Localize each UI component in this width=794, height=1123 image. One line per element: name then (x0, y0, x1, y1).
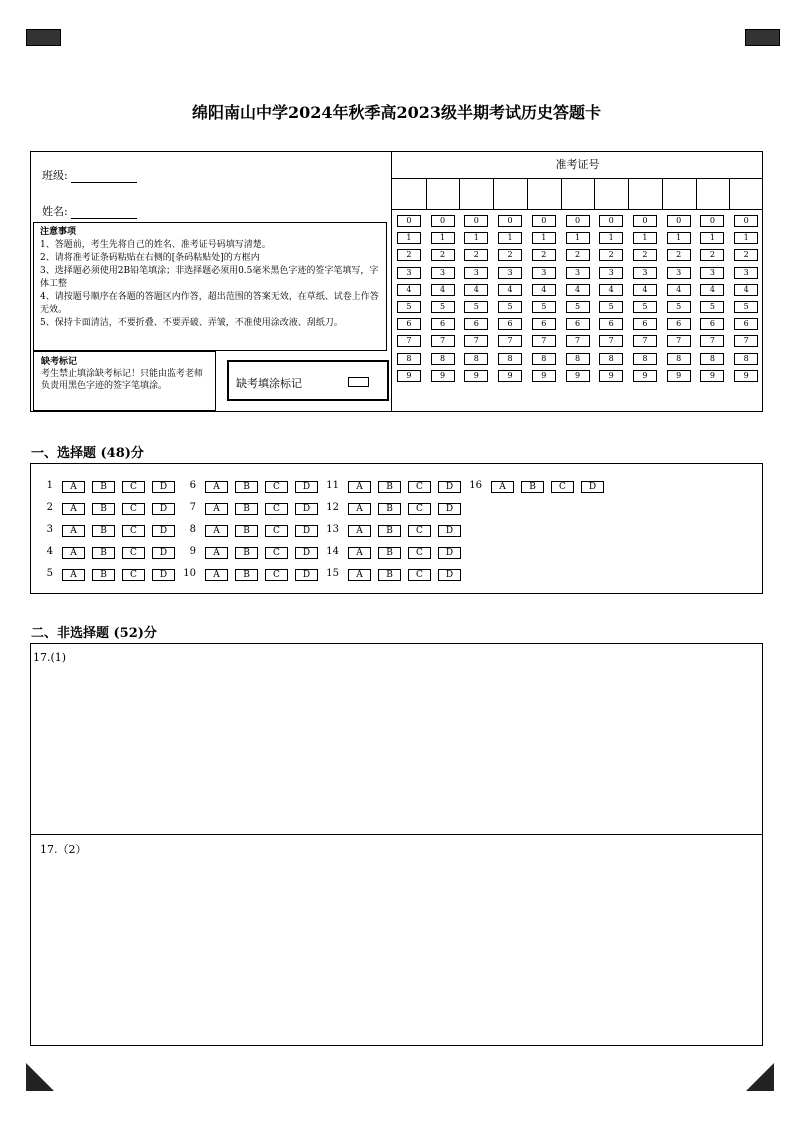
instruction-item: 2、请将准考证条码粘贴在右侧的[条码粘贴处]的方框内 (40, 253, 260, 263)
class-field (42, 167, 137, 183)
question-number: 5 (46, 568, 53, 579)
instructions-heading: 注意事项 (40, 227, 77, 237)
registration-mark-bottom-right (746, 1063, 774, 1091)
instruction-item: 1、答题前，考生先将自己的姓名、准考证号码填写清楚。 (40, 240, 271, 250)
admission-digit-bubble[interactable]: 4 (700, 284, 724, 296)
option-bubble-a[interactable]: A (205, 569, 228, 581)
option-bubble-a[interactable]: A (205, 503, 228, 515)
option-bubble-a[interactable]: A (348, 503, 371, 515)
option-bubble-a[interactable]: A (348, 569, 371, 581)
admission-digit-bubble[interactable]: 2 (633, 249, 657, 261)
option-bubble-d[interactable]: D (152, 525, 175, 537)
admission-digit-bubble[interactable]: 2 (599, 249, 623, 261)
option-bubble-c[interactable]: C (265, 503, 288, 515)
admission-write-cell[interactable] (459, 179, 494, 210)
answer-box-17-2[interactable] (30, 834, 763, 1046)
admission-digit-bubble[interactable]: 4 (734, 284, 758, 296)
admission-digit-bubble[interactable]: 2 (431, 249, 455, 261)
question-label: 17.（2） (40, 843, 87, 856)
admission-digit-bubble[interactable]: 0 (566, 215, 590, 227)
admission-digit-bubble[interactable]: 9 (498, 370, 522, 382)
option-bubble-c[interactable]: C (265, 547, 288, 559)
admission-digit-bubble[interactable]: 5 (397, 301, 421, 313)
registration-mark-top-left (26, 29, 61, 46)
option-bubble-d[interactable]: D (295, 569, 318, 581)
question-number: 4 (46, 546, 53, 557)
admission-digit-bubble[interactable]: 3 (464, 267, 488, 279)
admission-digit-bubble[interactable]: 8 (599, 353, 623, 365)
answer-box-17-1[interactable] (30, 643, 763, 835)
admission-digit-bubble[interactable]: 4 (532, 284, 556, 296)
option-bubble-c[interactable]: C (408, 547, 431, 559)
option-bubble-c[interactable]: C (122, 481, 145, 493)
question-label: 17.(1) (33, 651, 67, 664)
option-bubble-d[interactable]: D (152, 503, 175, 515)
absent-fill-bubble[interactable] (348, 377, 369, 387)
option-bubble-c[interactable]: C (122, 569, 145, 581)
option-bubble-d[interactable]: D (152, 481, 175, 493)
admission-digit-bubble[interactable]: 6 (566, 318, 590, 330)
admission-digit-bubble[interactable]: 5 (566, 301, 590, 313)
admission-digit-bubble[interactable]: 0 (667, 215, 691, 227)
question-number: 11 (326, 480, 339, 491)
admission-digit-bubble[interactable]: 6 (431, 318, 455, 330)
admission-digit-bubble[interactable]: 9 (734, 370, 758, 382)
absent-fill-box (227, 360, 389, 401)
option-bubble-d[interactable]: D (438, 481, 461, 493)
admission-digit-bubble[interactable]: 3 (734, 267, 758, 279)
admission-write-cell[interactable] (696, 179, 731, 210)
option-bubble-a[interactable]: A (62, 569, 85, 581)
option-bubble-c[interactable]: C (122, 525, 145, 537)
admission-digit-bubble[interactable]: 1 (633, 232, 657, 244)
admission-write-cell[interactable] (662, 179, 697, 210)
admission-digit-bubble[interactable]: 5 (498, 301, 522, 313)
admission-write-cell[interactable] (493, 179, 528, 210)
admission-digit-bubble[interactable]: 3 (566, 267, 590, 279)
admission-digit-bubble[interactable]: 2 (667, 249, 691, 261)
admission-digit-bubble[interactable]: 8 (498, 353, 522, 365)
name-underline[interactable] (71, 206, 137, 219)
admission-digit-bubble[interactable]: 2 (397, 249, 421, 261)
question-number: 12 (326, 502, 339, 513)
question-number: 7 (189, 502, 196, 513)
admission-digit-bubble[interactable]: 5 (599, 301, 623, 313)
admission-digit-bubble[interactable]: 6 (397, 318, 421, 330)
admission-digit-bubble[interactable]: 2 (532, 249, 556, 261)
admission-digit-bubble[interactable]: 1 (397, 232, 421, 244)
admission-digit-bubble[interactable]: 7 (431, 335, 455, 347)
admission-digit-bubble[interactable]: 9 (397, 370, 421, 382)
admission-digit-bubble[interactable]: 4 (464, 284, 488, 296)
admission-write-cell[interactable] (594, 179, 629, 210)
admission-digit-bubble[interactable]: 1 (498, 232, 522, 244)
admission-digit-bubble[interactable]: 8 (464, 353, 488, 365)
admission-digit-bubble[interactable]: 3 (700, 267, 724, 279)
option-bubble-c[interactable]: C (408, 569, 431, 581)
admission-digit-bubble[interactable]: 3 (667, 267, 691, 279)
question-number: 9 (189, 546, 196, 557)
admission-digit-bubble[interactable]: 0 (633, 215, 657, 227)
admission-digit-bubble[interactable]: 8 (700, 353, 724, 365)
option-bubble-b[interactable]: B (378, 503, 401, 515)
admission-digit-bubble[interactable]: 1 (734, 232, 758, 244)
admission-digit-bubble[interactable]: 6 (464, 318, 488, 330)
option-bubble-d[interactable]: D (438, 547, 461, 559)
admission-digit-bubble[interactable]: 3 (532, 267, 556, 279)
admission-digit-bubble[interactable]: 4 (599, 284, 623, 296)
admission-digit-bubble[interactable]: 0 (599, 215, 623, 227)
option-bubble-d[interactable]: D (295, 547, 318, 559)
option-bubble-c[interactable]: C (122, 503, 145, 515)
admission-digit-bubble[interactable]: 0 (397, 215, 421, 227)
admission-digit-bubble[interactable]: 5 (667, 301, 691, 313)
admission-digit-bubble[interactable]: 0 (700, 215, 724, 227)
option-bubble-a[interactable]: A (205, 525, 228, 537)
admission-digit-bubble[interactable]: 2 (700, 249, 724, 261)
admission-digit-bubble[interactable]: 5 (734, 301, 758, 313)
option-bubble-c[interactable]: C (551, 481, 574, 493)
option-bubble-a[interactable]: A (62, 481, 85, 493)
admission-digit-bubble[interactable]: 2 (498, 249, 522, 261)
option-bubble-b[interactable]: B (235, 569, 258, 581)
admission-digit-bubble[interactable]: 9 (431, 370, 455, 382)
option-bubble-d[interactable]: D (438, 525, 461, 537)
admission-digit-bubble[interactable]: 1 (599, 232, 623, 244)
question-number: 2 (46, 502, 53, 513)
admission-digit-bubble[interactable]: 6 (599, 318, 623, 330)
option-bubble-b[interactable]: B (235, 525, 258, 537)
option-bubble-c[interactable]: C (265, 569, 288, 581)
admission-digit-bubble[interactable]: 9 (599, 370, 623, 382)
admission-digit-bubble[interactable]: 1 (700, 232, 724, 244)
admission-digit-bubble[interactable]: 4 (667, 284, 691, 296)
option-bubble-d[interactable]: D (152, 547, 175, 559)
admission-write-cell[interactable] (527, 179, 562, 210)
admission-number-grid (391, 151, 763, 412)
option-bubble-c[interactable]: C (122, 547, 145, 559)
admission-digit-bubble[interactable]: 6 (498, 318, 522, 330)
admission-digit-bubble[interactable]: 6 (532, 318, 556, 330)
option-bubble-a[interactable]: A (348, 547, 371, 559)
absent-text: 考生禁止填涂缺考标记！只能由监考老师负责用黑色字迹的签字笔填涂。 (41, 369, 204, 391)
admission-digit-bubble[interactable]: 4 (633, 284, 657, 296)
section-choice-title: 一、选择题 (48)分 (31, 446, 144, 461)
option-bubble-a[interactable]: A (348, 525, 371, 537)
name-label: 姓名: (42, 205, 68, 218)
admission-digit-bubble[interactable]: 0 (431, 215, 455, 227)
admission-digit-bubble[interactable]: 7 (532, 335, 556, 347)
absent-mark-note (33, 351, 216, 411)
option-bubble-b[interactable]: B (378, 547, 401, 559)
admission-digit-bubble[interactable]: 4 (566, 284, 590, 296)
admission-digit-bubble[interactable]: 9 (700, 370, 724, 382)
registration-mark-bottom-left (26, 1063, 54, 1091)
admission-digit-bubble[interactable]: 5 (633, 301, 657, 313)
admission-digit-bubble[interactable]: 7 (734, 335, 758, 347)
instructions-box (33, 222, 387, 351)
option-bubble-b[interactable]: B (235, 503, 258, 515)
admission-digit-bubble[interactable]: 8 (532, 353, 556, 365)
option-bubble-b[interactable]: B (92, 525, 115, 537)
admission-digit-bubble[interactable]: 4 (498, 284, 522, 296)
option-bubble-c[interactable]: C (265, 481, 288, 493)
admission-digit-bubble[interactable]: 3 (431, 267, 455, 279)
option-bubble-c[interactable]: C (265, 525, 288, 537)
admission-digit-bubble[interactable]: 7 (397, 335, 421, 347)
option-bubble-d[interactable]: D (581, 481, 604, 493)
admission-digit-bubble[interactable]: 0 (734, 215, 758, 227)
admission-digit-bubble[interactable]: 8 (397, 353, 421, 365)
admission-digit-bubble[interactable]: 1 (464, 232, 488, 244)
admission-digit-bubble[interactable]: 3 (599, 267, 623, 279)
admission-digit-bubble[interactable]: 6 (700, 318, 724, 330)
admission-digit-bubble[interactable]: 4 (431, 284, 455, 296)
admission-digit-bubble[interactable]: 5 (431, 301, 455, 313)
page-title: 绵阳南山中学2024年秋季高2023级半期考试历史答题卡 (191, 103, 602, 122)
admission-digit-bubble[interactable]: 1 (532, 232, 556, 244)
admission-digit-bubble[interactable]: 2 (566, 249, 590, 261)
admission-digit-bubble[interactable]: 9 (633, 370, 657, 382)
admission-heading: 准考证号 (392, 151, 763, 179)
question-number: 15 (326, 568, 339, 579)
admission-write-cell[interactable] (426, 179, 461, 210)
admission-digit-bubble[interactable]: 5 (700, 301, 724, 313)
option-bubble-b[interactable]: B (235, 547, 258, 559)
admission-digit-bubble[interactable]: 3 (633, 267, 657, 279)
name-field (42, 203, 137, 219)
option-bubble-c[interactable]: C (408, 525, 431, 537)
option-bubble-a[interactable]: A (62, 525, 85, 537)
absent-fill-label: 缺考填涂标记 (236, 377, 302, 390)
admission-digit-bubble[interactable]: 0 (498, 215, 522, 227)
option-bubble-a[interactable]: A (205, 481, 228, 493)
admission-digit-bubble[interactable]: 7 (700, 335, 724, 347)
question-number: 10 (183, 568, 196, 579)
option-bubble-d[interactable]: D (295, 525, 318, 537)
option-bubble-b[interactable]: B (92, 481, 115, 493)
instruction-item: 4、请按题号顺序在各题的答题区内作答，超出范围的答案无效，在草纸、试卷上作答无效。 (40, 292, 379, 315)
question-number: 14 (326, 546, 339, 557)
option-bubble-b[interactable]: B (92, 503, 115, 515)
admission-digit-bubble[interactable]: 9 (566, 370, 590, 382)
admission-digit-bubble[interactable]: 7 (667, 335, 691, 347)
admission-digit-bubble[interactable]: 9 (667, 370, 691, 382)
question-number: 1 (46, 480, 53, 491)
option-bubble-b[interactable]: B (378, 525, 401, 537)
registration-mark-top-right (745, 29, 780, 46)
admission-digit-bubble[interactable]: 1 (667, 232, 691, 244)
choice-answer-area (30, 463, 763, 594)
option-bubble-b[interactable]: B (378, 481, 401, 493)
instruction-item: 3、选择题必须使用2B铅笔填涂；非选择题必须用0.5毫米黑色字迹的签字笔填写，字体工整 (40, 266, 379, 289)
option-bubble-a[interactable]: A (205, 547, 228, 559)
option-bubble-d[interactable]: D (152, 569, 175, 581)
option-bubble-d[interactable]: D (295, 481, 318, 493)
section-nonchoice-title: 二、非选择题 (52)分 (31, 626, 157, 641)
option-bubble-b[interactable]: B (92, 569, 115, 581)
admission-digit-bubble[interactable]: 4 (397, 284, 421, 296)
admission-write-cell[interactable] (628, 179, 663, 210)
option-bubble-a[interactable]: A (491, 481, 514, 493)
admission-digit-bubble[interactable]: 7 (599, 335, 623, 347)
admission-digit-bubble[interactable]: 7 (566, 335, 590, 347)
absent-heading: 缺考标记 (41, 357, 78, 367)
option-bubble-c[interactable]: C (408, 503, 431, 515)
admission-digit-bubble[interactable]: 8 (566, 353, 590, 365)
admission-digit-bubble[interactable]: 7 (498, 335, 522, 347)
option-bubble-a[interactable]: A (62, 547, 85, 559)
admission-digit-bubble[interactable]: 6 (667, 318, 691, 330)
admission-digit-bubble[interactable]: 7 (464, 335, 488, 347)
admission-write-cell[interactable] (561, 179, 596, 210)
admission-digit-bubble[interactable]: 3 (498, 267, 522, 279)
option-bubble-c[interactable]: C (408, 481, 431, 493)
admission-digit-bubble[interactable]: 2 (734, 249, 758, 261)
option-bubble-d[interactable]: D (295, 503, 318, 515)
option-bubble-b[interactable]: B (378, 569, 401, 581)
option-bubble-d[interactable]: D (438, 503, 461, 515)
admission-digit-bubble[interactable]: 1 (566, 232, 590, 244)
admission-digit-bubble[interactable]: 6 (633, 318, 657, 330)
admission-digit-bubble[interactable]: 3 (397, 267, 421, 279)
admission-digit-bubble[interactable]: 5 (532, 301, 556, 313)
question-number: 13 (326, 524, 339, 535)
admission-digit-bubble[interactable]: 8 (734, 353, 758, 365)
admission-digit-bubble[interactable]: 9 (464, 370, 488, 382)
instruction-item: 5、保持卡面清洁，不要折叠、不要弄破、弄皱，不准使用涂改液、刮纸刀。 (40, 318, 343, 328)
option-bubble-a[interactable]: A (62, 503, 85, 515)
question-number: 3 (46, 524, 53, 535)
admission-digit-bubble[interactable]: 8 (667, 353, 691, 365)
admission-digit-bubble[interactable]: 6 (734, 318, 758, 330)
option-bubble-d[interactable]: D (438, 569, 461, 581)
admission-digit-bubble[interactable]: 0 (532, 215, 556, 227)
option-bubble-b[interactable]: B (92, 547, 115, 559)
admission-digit-bubble[interactable]: 0 (464, 215, 488, 227)
admission-digit-bubble[interactable]: 8 (431, 353, 455, 365)
admission-digit-bubble[interactable]: 8 (633, 353, 657, 365)
question-number: 8 (189, 524, 196, 535)
class-underline[interactable] (71, 170, 137, 183)
question-number: 6 (189, 480, 196, 491)
admission-digit-bubble[interactable]: 7 (633, 335, 657, 347)
admission-write-cell[interactable] (392, 179, 427, 210)
question-number: 16 (469, 480, 482, 491)
admission-digit-bubble[interactable]: 2 (464, 249, 488, 261)
option-bubble-b[interactable]: B (521, 481, 544, 493)
admission-digit-bubble[interactable]: 1 (431, 232, 455, 244)
admission-digit-bubble[interactable]: 5 (464, 301, 488, 313)
class-label: 班级: (42, 169, 68, 182)
option-bubble-b[interactable]: B (235, 481, 258, 493)
option-bubble-a[interactable]: A (348, 481, 371, 493)
admission-digit-bubble[interactable]: 9 (532, 370, 556, 382)
